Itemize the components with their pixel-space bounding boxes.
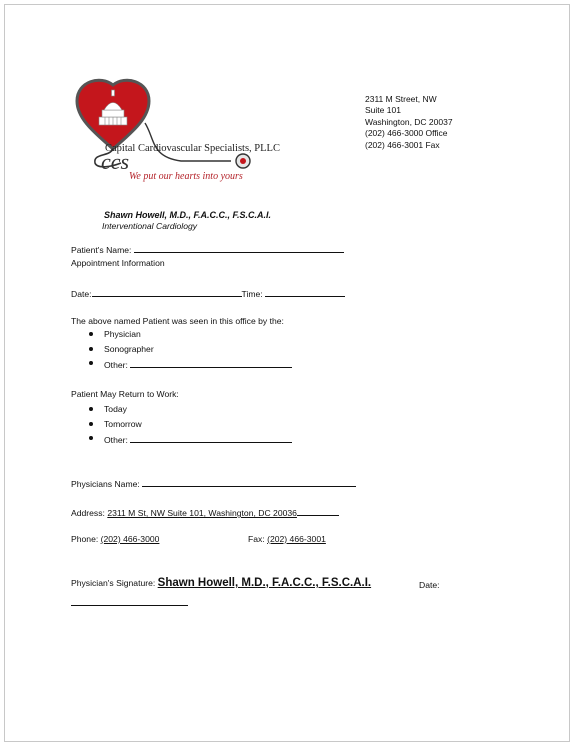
signature-row (71, 577, 371, 589)
time-label: Time: (241, 289, 263, 299)
logo-monogram: ccs (101, 149, 130, 174)
bullet-icon (89, 347, 93, 351)
phone-row (71, 534, 159, 544)
phone-label: Phone: (71, 534, 99, 544)
doctor-specialty: Interventional Cardiology (102, 221, 198, 231)
return-other: Other: (104, 435, 128, 446)
return-other-field[interactable] (130, 433, 292, 443)
doctor-name: Shawn Howell, M.D., F.A.C.C., F.S.C.A.I. (104, 210, 272, 220)
physicians-name-label: Physicians Name: (71, 479, 140, 489)
office-suite: Suite 101 (365, 105, 401, 116)
physicians-name-field[interactable] (142, 477, 356, 487)
address-row (71, 506, 339, 518)
signature-value: Shawn Howell, M.D., F.A.C.C., F.S.C.A.I. (157, 577, 372, 589)
seen-by-intro: The above named Patient was seen in this office by the: (71, 316, 284, 326)
bullet-icon (89, 407, 93, 411)
bullet-icon (89, 332, 93, 336)
bullet-icon (89, 361, 93, 365)
office-city: Washington, DC 20037 (365, 116, 453, 127)
signature-date-label: Date: (419, 580, 440, 590)
address-trailing-line (297, 506, 339, 516)
physicians-name-row (71, 477, 356, 489)
list-item[interactable] (71, 358, 292, 373)
list-item[interactable] (71, 433, 292, 448)
fax-row (248, 534, 326, 544)
signature-date-row (71, 593, 188, 611)
list-item[interactable] (71, 419, 292, 434)
address-label: Address: (71, 508, 105, 518)
seen-by-other: Other: (104, 360, 128, 371)
fax-value[interactable]: (202) 466-3001 (267, 534, 326, 544)
return-heading: Patient May Return to Work: (71, 389, 179, 399)
list-item[interactable] (71, 329, 292, 344)
patient-name-field[interactable] (134, 243, 344, 253)
logo-tagline: We put our hearts into yours (129, 171, 243, 182)
office-fax: (202) 466-3001 Fax (365, 139, 440, 150)
seen-by-list (71, 329, 292, 373)
date-field[interactable] (92, 287, 242, 297)
logo-org-name: Capital Cardiovascular Specialists, PLLC (105, 143, 280, 154)
bullet-icon (89, 436, 93, 440)
date-time-row (71, 287, 345, 299)
seen-by-other-field[interactable] (130, 358, 292, 368)
signature-label: Physician's Signature: (71, 578, 156, 588)
seen-by-physician: Physician (104, 329, 141, 339)
office-address (365, 94, 453, 151)
date-label: Date: (71, 289, 92, 299)
patient-name-label: Patient's Name: (71, 245, 132, 255)
patient-name-row (71, 243, 344, 255)
time-field[interactable] (265, 287, 345, 297)
signature-date-field[interactable] (71, 596, 188, 606)
phone-value[interactable]: (202) 466-3000 (100, 534, 160, 544)
appointment-heading: Appointment Information (71, 258, 165, 268)
seen-by-sonographer: Sonographer (104, 343, 154, 354)
return-today: Today (104, 404, 127, 414)
return-tomorrow: Tomorrow (104, 418, 142, 429)
fax-label: Fax: (248, 534, 265, 544)
list-item[interactable] (71, 344, 292, 359)
practice-logo (71, 77, 280, 189)
office-street: 2311 M Street, NW (365, 94, 437, 104)
list-item[interactable] (71, 404, 292, 419)
return-list (71, 404, 292, 448)
address-value: 2311 M St, NW Suite 101, Washington, DC 20036 (107, 508, 297, 518)
document-page (4, 4, 570, 742)
office-phone: (202) 466-3000 Office (365, 128, 448, 139)
bullet-icon (89, 422, 93, 426)
